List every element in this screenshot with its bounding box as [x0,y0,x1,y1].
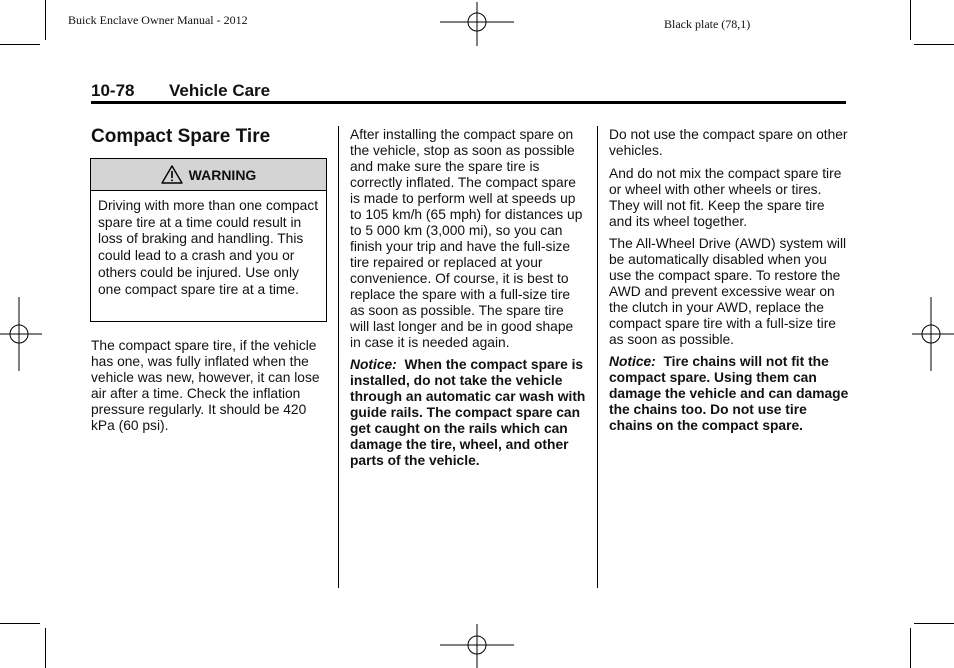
column-3-text [609,127,851,434]
notice-label: Notice: [350,357,397,372]
plate-label: Black plate (78,1) [664,17,751,31]
paragraph: The All-Wheel Drive (AWD) system will be automatically disabled when you use the compact spare. To restore the AWD and prevent excessive wear on the clutch in your AWD, replace the compact spare tire with a full-size tire as soon as possible. [609,236,847,347]
column-divider [597,126,598,588]
paragraph: After installing the compact spare on the vehicle, stop as soon as possible and make sure the spare tire is correctly inflated. The compact spare is made to perform well at speeds up to 105 km/h (65 mph) for distances up to 5 000 km (3,000 mi), so you can finish your trip and have the full-size tire repaired or replaced at your convenience. Of course, it is best to replace the spare with a full-size tire as soon as possible. The spare tire will last longer and be in good shape in case it is needed again. [350,127,583,350]
crop-mark [45,628,46,668]
warning-text: Driving with more than one compact spare tire at a time could result in loss of braking and handling. This could lead to a crash and you or others could be injured. Use only one compact spare tire at a time. [98,198,319,297]
paragraph: Do not use the compact spare on other vehicles. [609,127,848,158]
registration-mark-bottom [440,624,514,668]
notice-paragraph [350,357,586,469]
crop-mark [0,623,40,624]
notice-paragraph [609,354,851,434]
notice-label: Notice: [609,354,656,369]
warning-label: WARNING [188,166,257,183]
crop-mark [0,44,40,45]
column-divider [338,126,339,588]
crop-mark [45,0,46,40]
manual-title: Buick Enclave Owner Manual - 2012 [68,13,248,27]
section-header [91,81,270,101]
page-number: 10-78 [91,81,135,100]
paragraph: And do not mix the compact spare tire or wheel with other wheels or tires. They will not fit. Keep the spare tire and its wheel together. [609,166,842,229]
header-rule [91,101,846,104]
notice-text: Tire chains will not fit the compact spare. Using them can damage the vehicle and can damage the chains too. Do not use tire chains on the compact spare. [609,354,849,433]
crop-mark [914,44,954,45]
paragraph: The compact spare tire, if the vehicle has one, was fully inflated when the vehicle was new, however, it can lose air after a time. Check the inflation pressure regularly. It should be 420 kPa (60 psi). [91,338,320,433]
warning-box [90,158,327,322]
warning-header [91,159,326,191]
page-title: Compact Spare Tire [91,126,271,147]
crop-mark [910,0,911,40]
column-1-text [91,338,331,434]
warning-icon [161,165,183,184]
section-title: Vehicle Care [169,81,271,100]
registration-mark-right [912,297,954,371]
crop-mark [914,623,954,624]
registration-mark-left [0,297,42,371]
registration-mark-top [440,2,514,46]
column-2-text [350,127,586,469]
notice-text: When the compact spare is installed, do not take the vehicle through an automatic car wash with guide rails. The compact spare can get caught on the rails which can damage the tire, wheel, and other parts of the vehicle. [350,357,586,468]
crop-mark [910,628,911,668]
